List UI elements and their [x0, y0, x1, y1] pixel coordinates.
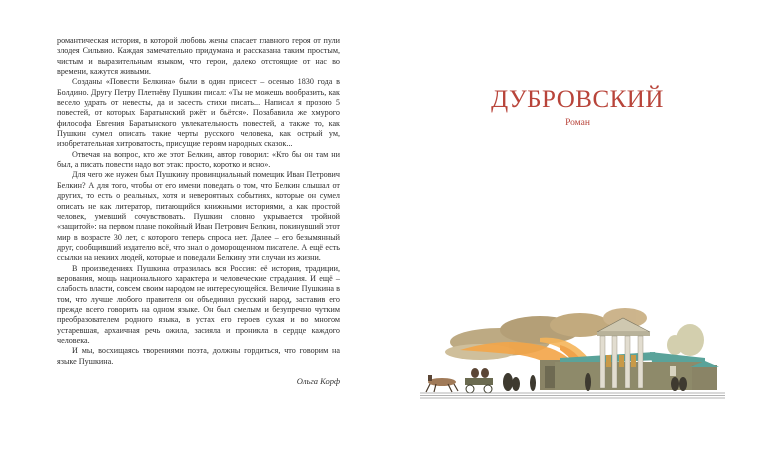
- paragraph: Отвечая на вопрос, кто же этот Белкин, автор говорил: «Кто бы он там ни был, а писать повести надо вот этак: просто, коротко и ясно».: [57, 149, 340, 170]
- paragraph: Созданы «Повести Белкина» были в один присест – осенью 1830 года в Болдино. Другу Петру Плетнёву Пушкин писал: «Ты не можешь вообразить, как весело удрать от невесты, да и засесть стихи писать... Написал я прозою 5 повестей, от которых Баратынский ржёт и бьётся». Позабавила же хмурого философа Евгения Баратынского увлекательность повестей, а также то, как Пушкин сумел описать такие черты русского человека, как острый ум, изобретательная хитроватость, присущие героям народных сказок...: [57, 77, 340, 149]
- burning-manor-illustration: [420, 300, 725, 400]
- paragraph: Для чего же нужен был Пушкину провинциальный помещик Иван Петрович Белкин? А для того, чтобы от его имени поведать о том, что Белкин слышал от других, то есть о реальных, хотя и невероятных событиях, которые он сумел описать не как литератор, питающийся книжными историями, а как простой человек, умевший сочувствовать. Пушкин словно укрывается тройной «защитой»: на первом плане покойный Иван Петрович Белкин, покинувший этот мир в возрасте 30 лет, с которого теперь спроса нет. Далее – его безымянный друг, сообщивший издателю всё, что знал о доморощенном писателе. А ещё есть ссылки на некиих людей, которые и поведали Белкину эти случаи из жизни.: [57, 170, 340, 263]
- author-signature: Ольга Корф: [296, 376, 340, 386]
- right-pavilion: [692, 365, 717, 390]
- ground-lines: [420, 393, 725, 398]
- book-subtitle: Роман: [565, 118, 590, 128]
- horse-cart: [426, 368, 493, 393]
- right-page: [385, 0, 770, 465]
- trees: [667, 324, 704, 356]
- paragraph: романтическая история, в которой любовь жены спасает главного героя от пули злодея Сильвио. Каждая замечательно придумана и рассказана таким простым, чистым и выразительным языком, что герои, далеко отстоящие от нас во времени, кажутся живыми.: [57, 36, 340, 77]
- afterword-text: [57, 36, 340, 367]
- paragraph: В произведениях Пушкина отразилась вся Россия: её история, традиции, верования, мощь национального характера и человеческие страдания. И ещё – слабость власти, совсем своим народом не интересующейся. Величие Пушкина в том, что лучше любого правителя он объединил русский народ, заставив его прежде всего говорить на одном языке. Он был смелым и безупречно чутким преобразователем родного языка, в устах его героев сухая и во многом устаревшая, архаичная речь ожила, засияла и проникла в сердце каждого человека.: [57, 263, 340, 345]
- paragraph: И мы, восхищаясь творениями поэта, должны гордиться, что говорим на языке Пушкина.: [57, 346, 340, 366]
- book-title: ДУБРОВСКИЙ: [491, 86, 664, 113]
